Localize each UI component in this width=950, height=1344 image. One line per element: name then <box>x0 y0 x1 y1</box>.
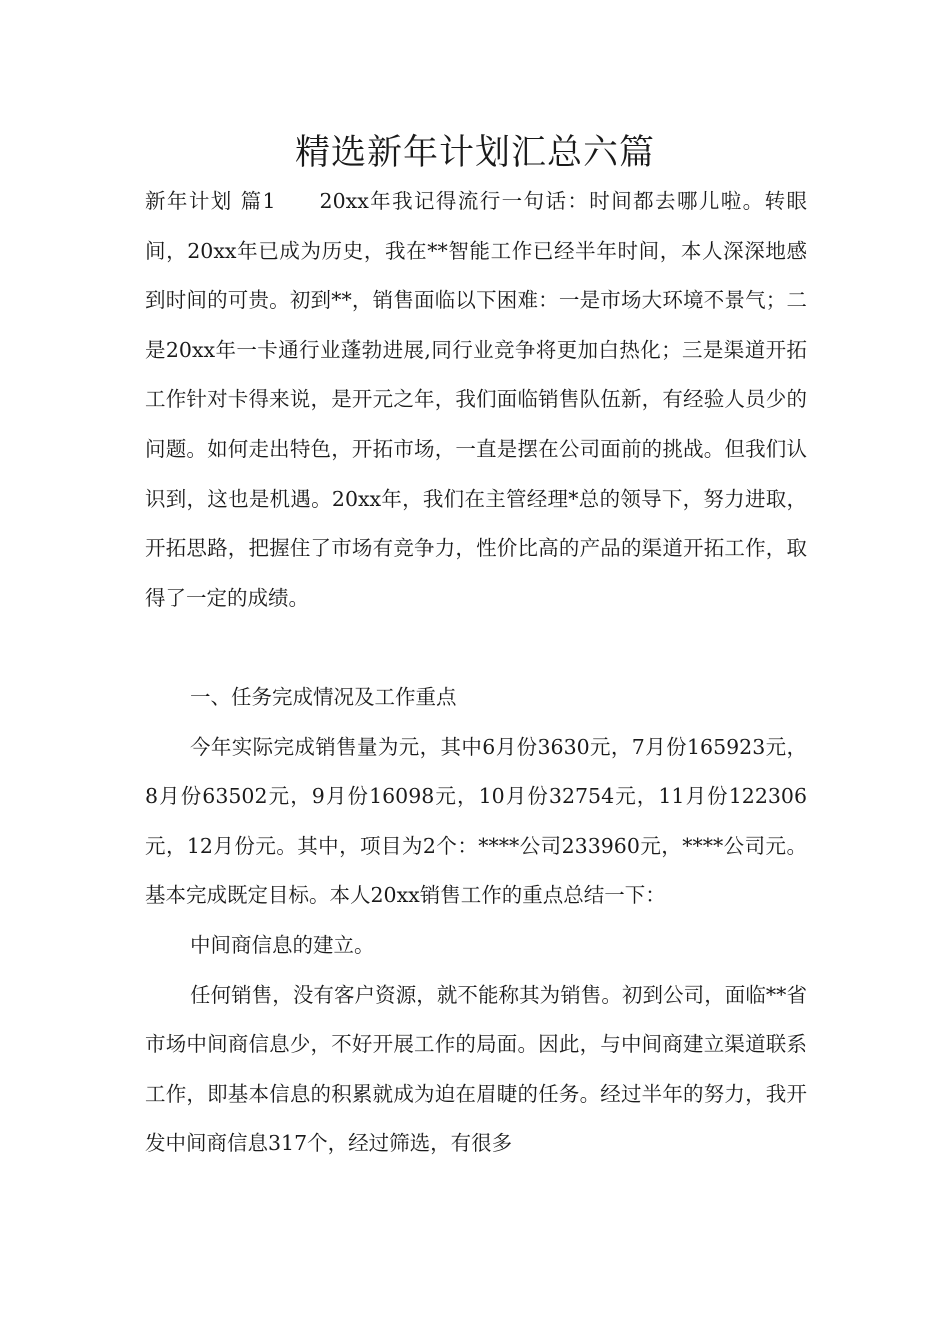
document-title: 精选新年计划汇总六篇 <box>294 133 655 173</box>
paragraph-2: 今年实际完成销售量为元，其中6月份3630元，7月份165923元，8月份63502元，9月份16098元，10月份32754元，11月份122306元，12月份元。其中，项目为2个：****公司233960元，****公司元。基本完成既定目标。本人20xx销售工作的重点总结一下： <box>145 734 807 908</box>
paragraph-intro <box>145 177 807 623</box>
section-heading-2: 中间商信息的建立。 <box>190 932 375 957</box>
paragraph-1-text: 20xx年我记得流行一句话：时间都去哪儿啦。转眼间，20xx年已成为历史，我在**智能工作已经半年时间，本人深深地感到时间的可贵。初到**，销售面临以下困难：一是市场大环境不景气；二是20xx年一卡通行业蓬勃进展,同行业竞争将更加白热化；三是渠道开拓工作针对卡得来说，是开元之年，我们面临销售队伍新，有经验人员少的问题。如何走出特色，开拓市场，一直是摆在公司面前的挑战。但我们认识到，这也是机遇。20xx年，我们在主管经理*总的领导下，努力进取，开拓思路，把握住了市场有竞争力，性价比高的产品的渠道开拓工作，取得了一定的成绩。 <box>145 189 807 610</box>
section-label: 新年计划 篇1 <box>145 189 276 213</box>
section-heading-1: 一、任务完成情况及工作重点 <box>190 684 457 709</box>
paragraph-3: 任何销售，没有客户资源，就不能称其为销售。初到公司，面临**省市场中间商信息少，不好开展工作的局面。因此，与中间商建立渠道联系工作，即基本信息的积累就成为迫在眉睫的任务。经过半年的努力，我开发中间商信息317个，经过筛选，有很多 <box>145 982 807 1156</box>
document-body <box>145 177 807 1169</box>
